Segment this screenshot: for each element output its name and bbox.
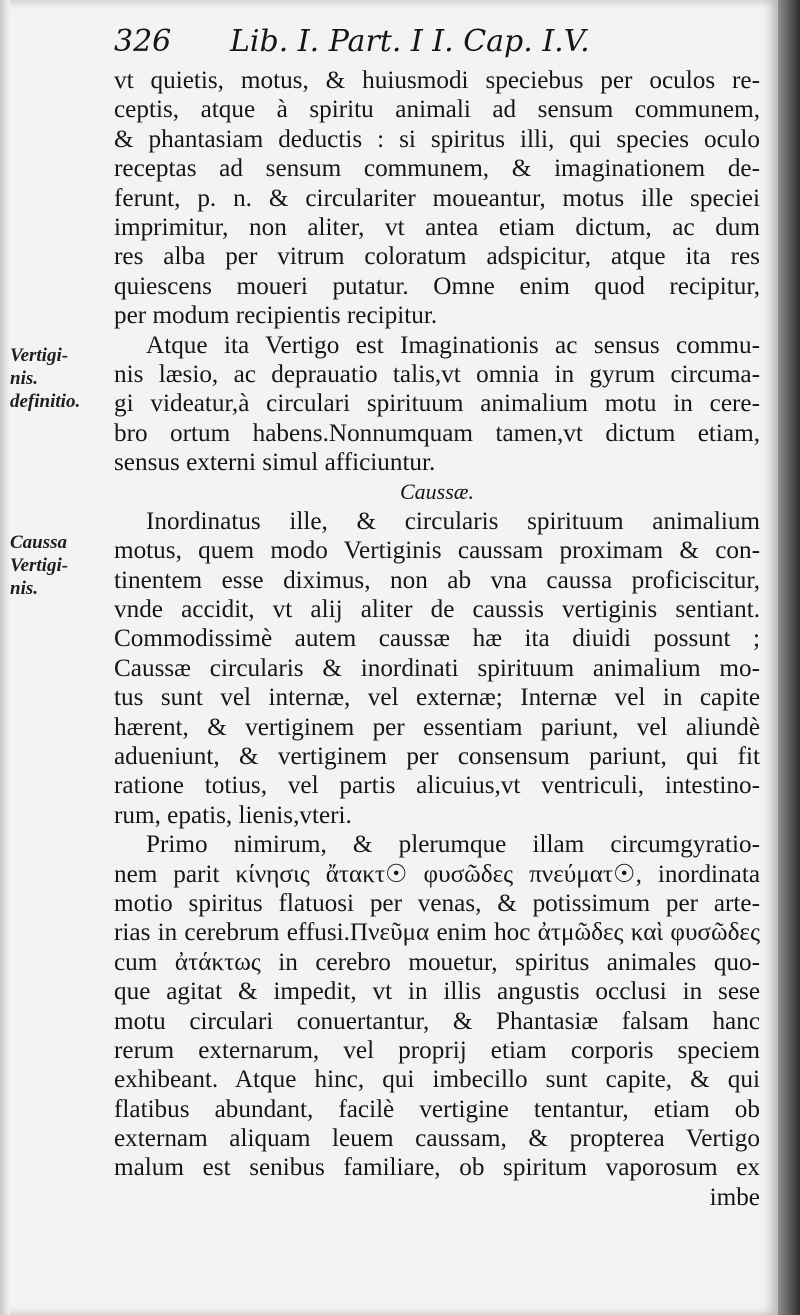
text-line: & phantasiam deductis : si spiritus illi, qui species oculo (114, 125, 760, 153)
text-line: tinentem esse diximus, non ab vna caussa proficiscitur, (114, 566, 760, 594)
text-line: malum est senibus familiare, ob spiritum vaporosum ex (114, 1154, 760, 1182)
text-line: motus, quem modo Vertiginis caussam proximam & con- (114, 537, 760, 565)
text-line: Commodissimè autem caussæ hæ ita diuidi possunt ; (114, 625, 760, 653)
margin-note-line: definitio. (10, 391, 81, 412)
text-line-with-greek: nem parit κίνησις ἄτακτ☉ φυσῶδες πνεύματ☉, inordinata (114, 860, 760, 888)
page-gutter-shadow (0, 0, 10, 1315)
text-line: ratione totius, vel partis alicuius,vt ventriculi, intestino- (114, 772, 760, 800)
margin-note-line: Caussa (10, 532, 68, 553)
paragraph-start-line: Atque ita Vertigo est Imaginationis ac sensus commu- (146, 331, 760, 359)
text-line: Caussæ circularis & inordinati spirituum animalium mo- (114, 654, 760, 682)
text-line: quiescens moueri putatur. Omne enim quod recipitur, (114, 272, 760, 300)
text-line: exhibeant. Atque hinc, qui imbecillo sunt capite, & qui (114, 1066, 760, 1094)
text-line: tus sunt vel internæ, vel externæ; Internæ vel in capite (114, 684, 760, 712)
margin-note-line: Vertigi- (10, 555, 69, 576)
paragraph-start-line: Primo nimirum, & plerumque illam circumgyratio- (146, 831, 760, 859)
text-line-with-greek: rias in cerebrum effusi.Πνεῦμα enim hoc ἀτμῶδες καὶ φυσῶδες (114, 919, 760, 947)
running-header (110, 22, 630, 62)
text-line: motio spiritus flatuosi per venas, & potissimum per arte- (114, 889, 760, 917)
body-text (114, 66, 760, 1212)
text-line: vnde accidit, vt alij aliter de caussis vertiginis sentiant. (114, 596, 760, 624)
margin-note-vertiginis-definitio (10, 344, 108, 413)
text-line: que agitat & impedit, vt in illis angustis occlusi in sese (114, 978, 760, 1006)
text-line: gi videatur,à circulari spirituum animalium motu in cere- (114, 390, 760, 418)
text-line: rerum externarum, vel proprij etiam corporis speciem (114, 1036, 760, 1064)
text-line: per modum recipientis recipitur. (114, 302, 438, 330)
text-line: bro ortum habens.Nonnumquam tamen,vt dictum etiam, (114, 419, 760, 447)
text-line: hærent, & vertiginem per essentiam pariunt, vel aliundè (114, 713, 760, 741)
text-line: ferunt, p. n. & circulariter moueantur, motus ille speciei (114, 184, 760, 212)
page-number: 326 (114, 24, 172, 59)
margin-note-line: nis. (10, 368, 38, 389)
text-line: motu circulari conuertantur, & Phantasiæ falsam hanc (114, 1007, 760, 1035)
text-line: vt quietis, motus, & huiusmodi speciebus per oculos re- (114, 67, 760, 94)
text-line-with-greek: cum ἀτάκτως in cerebro mouetur, spiritus animales quo- (114, 948, 760, 976)
text-line: ceptis, atque à spiritu animali ad sensum communem, (114, 96, 760, 124)
running-head: Lib. I. Part. I I. Cap. I.V. (230, 24, 590, 59)
paragraph-start-line: Inordinatus ille, & circularis spirituum animalium (146, 507, 760, 535)
margin-note-line: nis. (10, 578, 38, 599)
text-line: adueniunt, & vertiginem per consensum pariunt, qui fit (114, 742, 760, 770)
catchword: imbe (709, 1183, 760, 1211)
margin-note-line: Vertigi- (10, 345, 69, 366)
book-fore-edge (778, 0, 800, 1315)
section-heading: Caussæ. (400, 479, 474, 505)
text-line: flatibus abundant, facilè vertigine tentantur, etiam ob (114, 1095, 760, 1123)
text-line: receptas ad sensum communem, & imaginationem de- (114, 155, 760, 183)
text-line: sensus externi simul afficiuntur. (114, 449, 436, 477)
text-line: externam aliquam leuem caussam, & propterea Vertigo (114, 1125, 760, 1153)
margin-note-caussa-vertiginis (10, 531, 108, 600)
text-line: rum, epatis, lienis,vteri. (114, 801, 352, 829)
text-line: imprimitur, non aliter, vt antea etiam dictum, ac dum (114, 213, 760, 241)
text-line: res alba per vitrum coloratum adspicitur, atque ita res (114, 243, 760, 271)
text-line: nis læsio, ac deprauatio talis,vt omnia in gyrum circuma- (114, 360, 760, 388)
